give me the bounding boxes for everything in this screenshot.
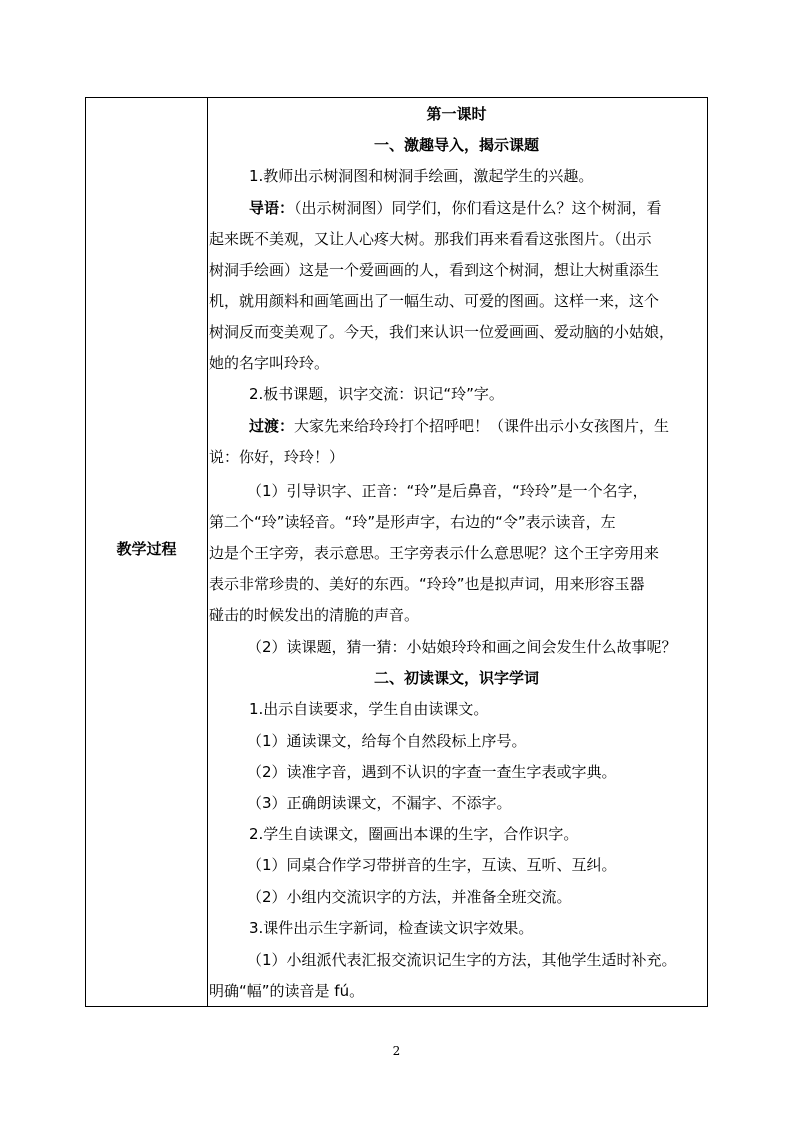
item-1b: （2）读准字音，遇到不认识的字查一查生字表或字典。 bbox=[247, 763, 617, 781]
transition-label: 过渡： bbox=[249, 417, 295, 435]
step1-line-5: 碰击的时候发出的清脆的声音。 bbox=[209, 606, 420, 624]
item-2a: （1）同桌合作学习带拼音的生字，互读、互听、互纠。 bbox=[247, 856, 617, 874]
section-1-title: 一、激趣导入，揭示课题 bbox=[373, 136, 539, 154]
item-3b: 明确“幅”的读音是 fú。 bbox=[209, 982, 365, 1000]
lesson-title: 第一课时 bbox=[426, 105, 487, 123]
guide-paragraph-line-2: 起来既不美观，又让人心疼大树。那我们再来看看这张图片。（出示 bbox=[209, 230, 652, 248]
item-1a: （1）通读课文，给每个自然段标上序号。 bbox=[247, 732, 527, 750]
lesson-plan-table bbox=[85, 97, 708, 1007]
section-2-title: 二、初读课文，识字学词 bbox=[373, 669, 539, 687]
step1-line-4: 表示非常珍贵的、美好的东西。“玲玲”也是拟声词，用来形容玉器 bbox=[209, 575, 645, 593]
item-2: 2.学生自读课文，圈画出本课的生字，合作识字。 bbox=[249, 825, 579, 843]
item-3a: （1）小组派代表汇报交流识记生字的方法，其他学生适时补充。 bbox=[247, 951, 677, 969]
column-divider bbox=[207, 98, 208, 1006]
guide-paragraph-line-5: 树洞反而变美观了。今天，我们来认识一位爱画画、爱动脑的小姑娘， bbox=[209, 323, 675, 341]
guide-paragraph-line-6: 她的名字叫玲玲。 bbox=[209, 354, 330, 372]
step1-line-3: 边是个王字旁，表示意思。王字旁表示什么意思呢？这个王字旁用来 bbox=[209, 544, 660, 562]
row-label: 教学过程 bbox=[116, 540, 177, 558]
transition-line-2: 说：你好，玲玲！） bbox=[209, 448, 345, 466]
guide-label: 导语： bbox=[249, 199, 295, 217]
item-2b: （2）小组内交流识字的方法，并准备全班交流。 bbox=[247, 888, 572, 906]
step1-line-2: 第二个“玲”读轻音。“玲”是形声字，右边的“令”表示读音，左 bbox=[209, 513, 616, 531]
guide-paragraph-line-4: 机，就用颜料和画笔画出了一幅生动、可爱的图画。这样一来，这个 bbox=[209, 292, 660, 310]
item-3: 3.课件出示生字新词，检查读文识字效果。 bbox=[249, 919, 534, 937]
step2: （2）读课题，猜一猜：小姑娘玲玲和画之间会发生什么故事呢？ bbox=[247, 638, 677, 656]
paragraph-2: 2.板书课题，识字交流：识记“玲”字。 bbox=[249, 385, 504, 403]
paragraph-1: 1.教师出示树洞图和树洞手绘画，激起学生的兴趣。 bbox=[249, 167, 594, 185]
guide-paragraph-line-1: 导语：（出示树洞图）同学们，你们看这是什么？这个树洞，看 bbox=[249, 199, 662, 217]
step1-line-1: （1）引导识字、正音：“玲”是后鼻音，“玲玲”是一个名字， bbox=[247, 482, 648, 500]
page-number: 2 bbox=[392, 1044, 401, 1058]
transition-line-1: 过渡：大家先来给玲玲打个招呼吧！（课件出示小女孩图片，生 bbox=[249, 417, 670, 435]
guide-paragraph-line-3: 树洞手绘画）这是一个爱画画的人，看到这个树洞，想让大树重添生 bbox=[209, 261, 660, 279]
item-1: 1.出示自读要求，学生自由读课文。 bbox=[249, 700, 489, 718]
item-1c: （3）正确朗读课文，不漏字、不添字。 bbox=[247, 794, 512, 812]
